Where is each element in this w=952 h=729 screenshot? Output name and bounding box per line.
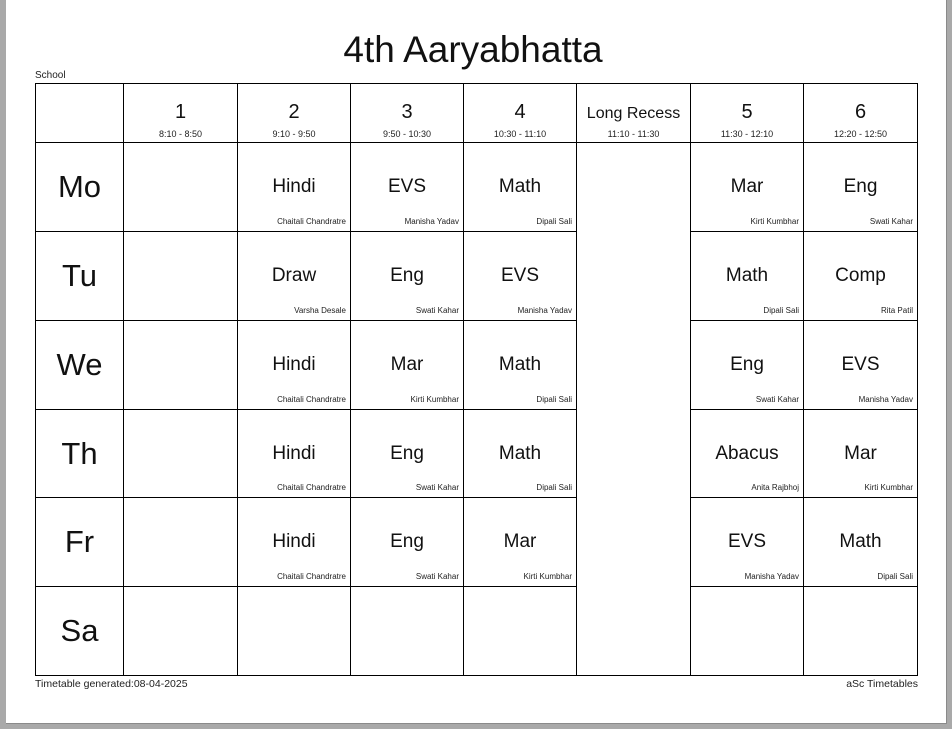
subject-name: Draw [271, 265, 317, 286]
teacher-name: Swati Kahar [415, 572, 459, 581]
period-number: 5 [741, 101, 753, 123]
teacher-name: Manisha Yadav [858, 395, 913, 404]
period-time: 12:20 - 12:50 [833, 129, 888, 139]
day-we [36, 321, 124, 410]
teacher-name: Manisha Yadav [517, 306, 572, 315]
period-time: 9:50 - 10:30 [382, 129, 432, 139]
header-period-6 [804, 84, 917, 143]
lesson-cell [691, 321, 804, 410]
page-title: 4th Aaryabhatta [343, 29, 603, 70]
lesson-cell [804, 498, 917, 587]
subject-name: Mar [503, 531, 537, 552]
lesson-cell [804, 410, 917, 498]
lesson-cell [238, 587, 351, 675]
period-time: 11:10 - 11:30 [607, 129, 660, 139]
lesson-cell [238, 410, 351, 498]
period-time: 8:10 - 8:50 [158, 129, 203, 139]
day-th [36, 410, 124, 498]
subject-name: Hindi [272, 354, 316, 375]
corner-cell [36, 84, 124, 143]
lesson-cell [351, 321, 464, 410]
lesson-cell [691, 587, 804, 675]
lesson-cell [124, 143, 238, 232]
day-label: Fr [64, 524, 95, 559]
teacher-name: Chaitali Chandratre [277, 483, 346, 492]
lesson-cell [351, 587, 464, 675]
lesson-cell [351, 498, 464, 587]
subject-name: Eng [390, 531, 424, 552]
teacher-name: Rita Patil [880, 306, 913, 315]
subject-name: Math [839, 531, 882, 552]
teacher-name: Kirti Kumbhar [410, 395, 459, 404]
day-sa [36, 587, 124, 675]
software-credit: aSc Timetables [846, 678, 918, 690]
subject-name: Math [498, 176, 542, 197]
teacher-name: Swati Kahar [869, 217, 913, 226]
school-label: School [35, 70, 66, 81]
subject-name: EVS [841, 354, 880, 375]
teacher-name: Kirti Kumbhar [864, 483, 913, 492]
subject-name: Eng [843, 176, 878, 197]
subject-name: Eng [390, 265, 424, 286]
header-period-5 [691, 84, 804, 143]
teacher-name: Dipali Sali [536, 217, 572, 226]
teacher-name: Kirti Kumbhar [523, 572, 572, 581]
lesson-cell [238, 232, 351, 321]
subject-name: Mar [390, 354, 424, 375]
header-period-4 [464, 84, 577, 143]
recess-label: Long Recess [586, 105, 681, 122]
period-time: 11:30 - 12:10 [720, 129, 774, 139]
lesson-cell [238, 321, 351, 410]
teacher-name: Dipali Sali [877, 572, 913, 581]
lesson-cell [124, 498, 238, 587]
subject-name: Comp [835, 265, 886, 286]
day-label: We [56, 347, 103, 382]
lesson-cell [804, 143, 917, 232]
day-label: Mo [57, 169, 102, 204]
day-tu [36, 232, 124, 321]
subject-name: Eng [730, 354, 764, 375]
teacher-name: Kirti Kumbhar [750, 217, 799, 226]
header-period-2 [238, 84, 351, 143]
subject-name: Mar [730, 176, 764, 197]
lesson-cell [691, 232, 804, 321]
teacher-name: Chaitali Chandratre [277, 217, 346, 226]
day-label: Th [61, 435, 98, 471]
lesson-cell [351, 232, 464, 321]
lesson-cell [691, 498, 804, 587]
lesson-cell [691, 143, 804, 232]
subject-name: EVS [727, 531, 767, 552]
lesson-cell [464, 232, 577, 321]
timetable-grid [35, 83, 918, 676]
teacher-name: Swati Kahar [415, 483, 459, 492]
lesson-cell [464, 587, 577, 675]
lesson-cell [124, 321, 238, 410]
subject-name: Math [498, 354, 542, 375]
period-number: 4 [514, 101, 526, 123]
teacher-name: Swati Kahar [415, 306, 459, 315]
lesson-cell [804, 321, 917, 410]
subject-name: Hindi [272, 531, 316, 552]
teacher-name: Chaitali Chandratre [277, 395, 346, 404]
lesson-cell [464, 498, 577, 587]
period-number: 3 [401, 101, 413, 123]
period-number: 2 [288, 101, 300, 123]
lesson-cell [238, 498, 351, 587]
teacher-name: Manisha Yadav [404, 217, 459, 226]
day-fr [36, 498, 124, 587]
period-number: 1 [174, 101, 187, 123]
lesson-cell [124, 587, 238, 675]
subject-name: Eng [390, 443, 424, 464]
period-number: 6 [854, 101, 867, 123]
day-label: Tu [61, 258, 98, 293]
teacher-name: Manisha Yadav [744, 572, 799, 581]
teacher-name: Chaitali Chandratre [277, 572, 346, 581]
lesson-cell [464, 321, 577, 410]
teacher-name: Swati Kahar [755, 395, 799, 404]
period-time: 9:10 - 9:50 [272, 129, 316, 139]
generated-date: Timetable generated:08-04-2025 [35, 678, 188, 690]
lesson-cell [804, 587, 917, 675]
header-period-3 [351, 84, 464, 143]
teacher-name: Dipali Sali [536, 483, 572, 492]
lesson-cell [691, 410, 804, 498]
day-mo [36, 143, 124, 232]
lesson-cell [351, 143, 464, 232]
lesson-cell [464, 410, 577, 498]
day-label: Sa [60, 613, 99, 648]
teacher-name: Anita Rajbhoj [751, 483, 799, 492]
long-recess-column [577, 143, 691, 675]
lesson-cell [464, 143, 577, 232]
lesson-cell [351, 410, 464, 498]
subject-name: EVS [500, 265, 540, 286]
teacher-name: Dipali Sali [536, 395, 572, 404]
subject-name: Abacus [715, 443, 779, 464]
lesson-cell [124, 232, 238, 321]
teacher-name: Dipali Sali [763, 306, 799, 315]
header-long-recess [577, 84, 691, 143]
subject-name: Math [725, 265, 769, 286]
period-time: 10:30 - 11:10 [493, 129, 547, 139]
subject-name: Hindi [272, 443, 316, 464]
header-period-1 [124, 84, 238, 143]
teacher-name: Varsha Desale [294, 306, 346, 315]
subject-name: Math [498, 443, 542, 464]
lesson-cell [238, 143, 351, 232]
subject-name: Hindi [272, 176, 316, 197]
lesson-cell [124, 410, 238, 498]
subject-name: EVS [387, 176, 427, 197]
subject-name: Mar [844, 443, 877, 464]
lesson-cell [804, 232, 917, 321]
